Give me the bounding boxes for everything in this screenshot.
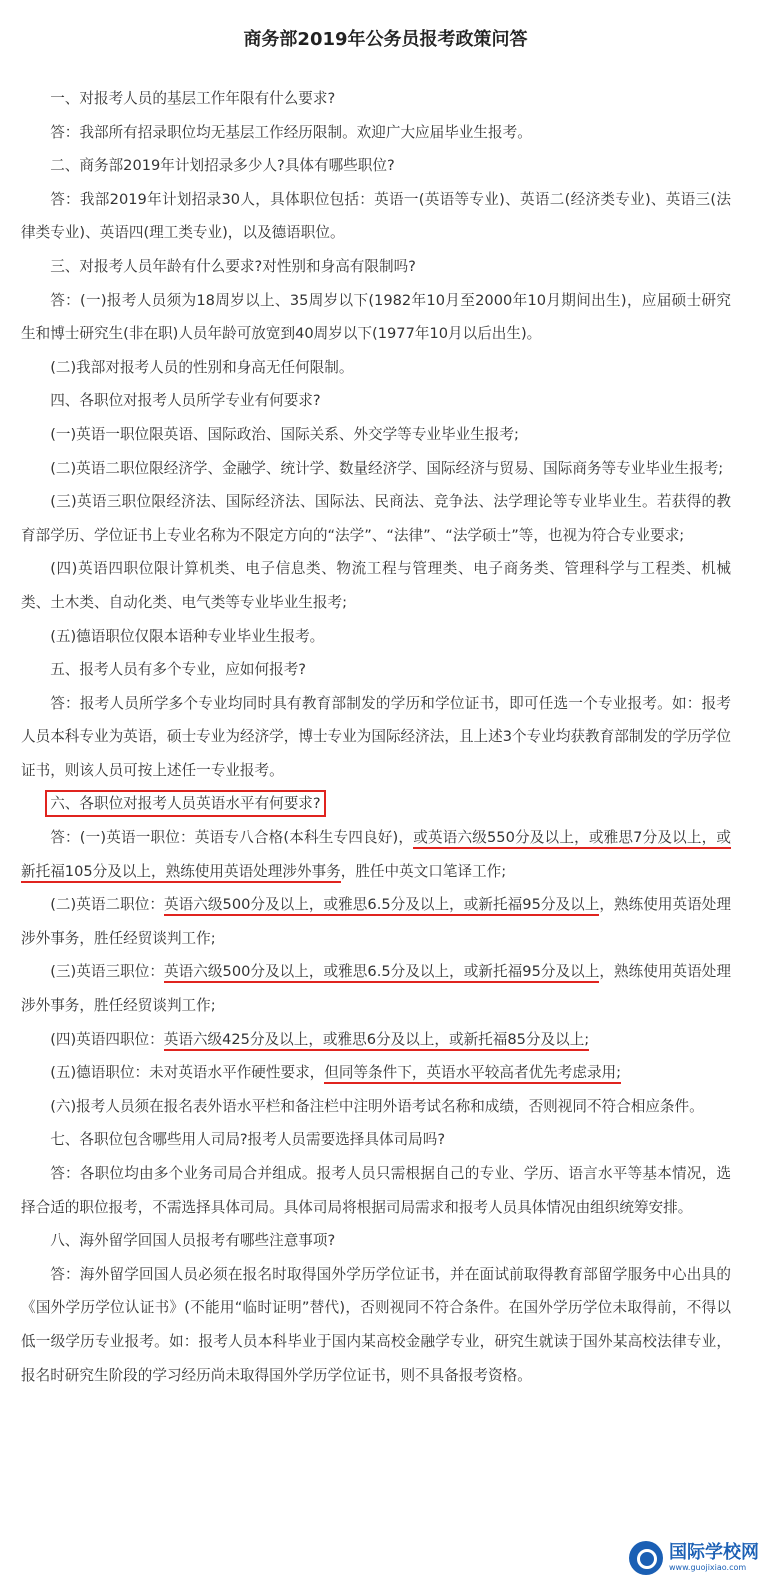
paragraph: (五)德语职位仅限本语种专业毕业生报考。 xyxy=(50,627,325,645)
paragraph: 答：我部所有招录职位均无基层工作经历限制。欢迎广大应届毕业生报考。 xyxy=(50,123,532,141)
paragraph xyxy=(21,787,731,821)
paragraph xyxy=(21,821,731,888)
paragraph-text: (四)英语四职位： xyxy=(50,1030,164,1048)
paragraph: 四、各职位对报考人员所学专业有何要求? xyxy=(50,392,321,410)
paragraph xyxy=(21,955,731,1022)
paragraph: 一、对报考人员的基层工作年限有什么要求? xyxy=(50,90,336,107)
paragraph: (二)我部对报考人员的性别和身高无任何限制。 xyxy=(50,358,354,376)
paragraph: (一)英语一职位限英语、国际政治、国际关系、外交学等专业毕业生报考; xyxy=(50,425,519,443)
underlined-requirement: 英语六级500分及以上，或雅思6.5分及以上，或新托福95分及以上 xyxy=(164,963,599,983)
paragraph: 答：我部2019年计划招录30人，具体职位包括：英语一(英语等专业)、英语二(经济类专业)、英语三(法律类专业)、英语四(理工类专业)，以及德语职位。 xyxy=(21,190,731,242)
document-title: 商务部2019年公务员报考政策问答 xyxy=(243,29,528,50)
paragraph: 七、各职位包含哪些用人司局?报考人员需要选择具体司局吗? xyxy=(50,1131,446,1149)
paragraph: (四)英语四职位限计算机类、电子信息类、物流工程与管理类、电子商务类、管理科学与工程类、机械类、土木类、自动化类、电气类等专业毕业生报考; xyxy=(21,560,731,611)
underlined-requirement: 英语六级425分及以上，或雅思6分及以上，或新托福85分及以上; xyxy=(164,1031,589,1051)
underlined-requirement: 或英语六级550分及以上，或雅思7分及以上，或新托福105分及以上，熟练使用英语处理涉外事务 xyxy=(21,829,731,883)
paragraph: (六)报考人员须在报名表外语水平栏和备注栏中注明外语考试名称和成绩，否则视同不符合相应条件。 xyxy=(50,1097,704,1115)
site-watermark xyxy=(629,1541,759,1575)
paragraph xyxy=(21,1056,731,1090)
paragraph-text: ，熟练使用英语处理涉外事务，胜任经贸谈判工作; xyxy=(21,896,732,947)
watermark-url: www.guojixiao.com xyxy=(669,1563,747,1572)
paragraph-text: ，熟练使用英语处理涉外事务，胜任经贸谈判工作; xyxy=(21,963,732,1015)
paragraph xyxy=(21,888,731,955)
paragraph: 答：报考人员所学多个专业均同时具有教育部制发的学历和学位证书，即可任选一个专业报考。如：报考人员本科专业为英语，硕士专业为经济学，博士专业为国际经济法，且上述3个专业均获教育部制发的学历学位证书，则该人员可按上述任一专业报考。 xyxy=(21,694,731,779)
paragraph: 二、商务部2019年计划招录多少人?具体有哪些职位? xyxy=(50,157,395,175)
paragraph: 五、报考人员有多个专业，应如何报考? xyxy=(50,661,307,679)
paragraph-text: (五)德语职位：未对英语水平作硬性要求， xyxy=(50,1064,325,1082)
globe-logo-icon xyxy=(629,1541,663,1575)
paragraph: 答：海外留学回国人员必须在报名时取得国外学历学位证书，并在面试前取得教育部留学服务中心出具的《国外学历学位认证书》(不能用“临时证明”替代)，否则视同不符合条件。在国外学历学位未取得前，不得以低一级学历专业报考。如：报考人员本科毕业于国内某高校金融学专业，研究生就读于国外某高校法律专业，报名时研究生阶段的学习经历尚未取得国外学历学位证书，则不具备报考资格。 xyxy=(21,1265,731,1384)
document-body xyxy=(21,82,731,1392)
paragraph: 答：(一)报考人员须为18周岁以上、35周岁以下(1982年10月至2000年10月期间出生)，应届硕士研究生和博士研究生(非在职)人员年龄可放宽到40周岁以下(1977年10月以后出生)。 xyxy=(21,291,731,343)
paragraph: 答：各职位均由多个业务司局合并组成。报考人员只需根据自己的专业、学历、语言水平等基本情况，选择合适的职位报考，不需选择具体司局。具体司局将根据司局需求和报考人员具体情况由组织统筹安排。 xyxy=(21,1165,731,1216)
paragraph xyxy=(21,1023,731,1057)
paragraph: (二)英语二职位限经济学、金融学、统计学、数量经济学、国际经济与贸易、国际商务等专业毕业生报考; xyxy=(50,459,724,477)
paragraph: 八、海外留学回国人员报考有哪些注意事项? xyxy=(50,1232,336,1250)
highlighted-question: 六、各职位对报考人员英语水平有何要求? xyxy=(50,795,321,813)
paragraph: (三)英语三职位限经济法、国际经济法、国际法、民商法、竞争法、法学理论等专业毕业生。若获得的教育部学历、学位证书上专业名称为不限定方向的“法学”、“法律”、“法学硕士”等，也视为符合专业要求; xyxy=(21,493,731,544)
watermark-name: 国际学校网 xyxy=(669,1542,759,1563)
paragraph-text: 答：(一)英语一职位：英语专八合格(本科生专四良好)， xyxy=(50,829,414,847)
underlined-requirement: 但同等条件下，英语水平较高者优先考虑录用; xyxy=(324,1064,621,1084)
paragraph: 三、对报考人员年龄有什么要求?对性别和身高有限制吗? xyxy=(50,257,416,275)
paragraph-text: (二)英语二职位： xyxy=(50,896,165,914)
paragraph-text: (三)英语三职位： xyxy=(50,963,165,981)
underlined-requirement: 英语六级500分及以上，或雅思6.5分及以上，或新托福95分及以上 xyxy=(164,896,599,916)
paragraph-text: ，胜任中英文口笔译工作; xyxy=(340,862,507,880)
